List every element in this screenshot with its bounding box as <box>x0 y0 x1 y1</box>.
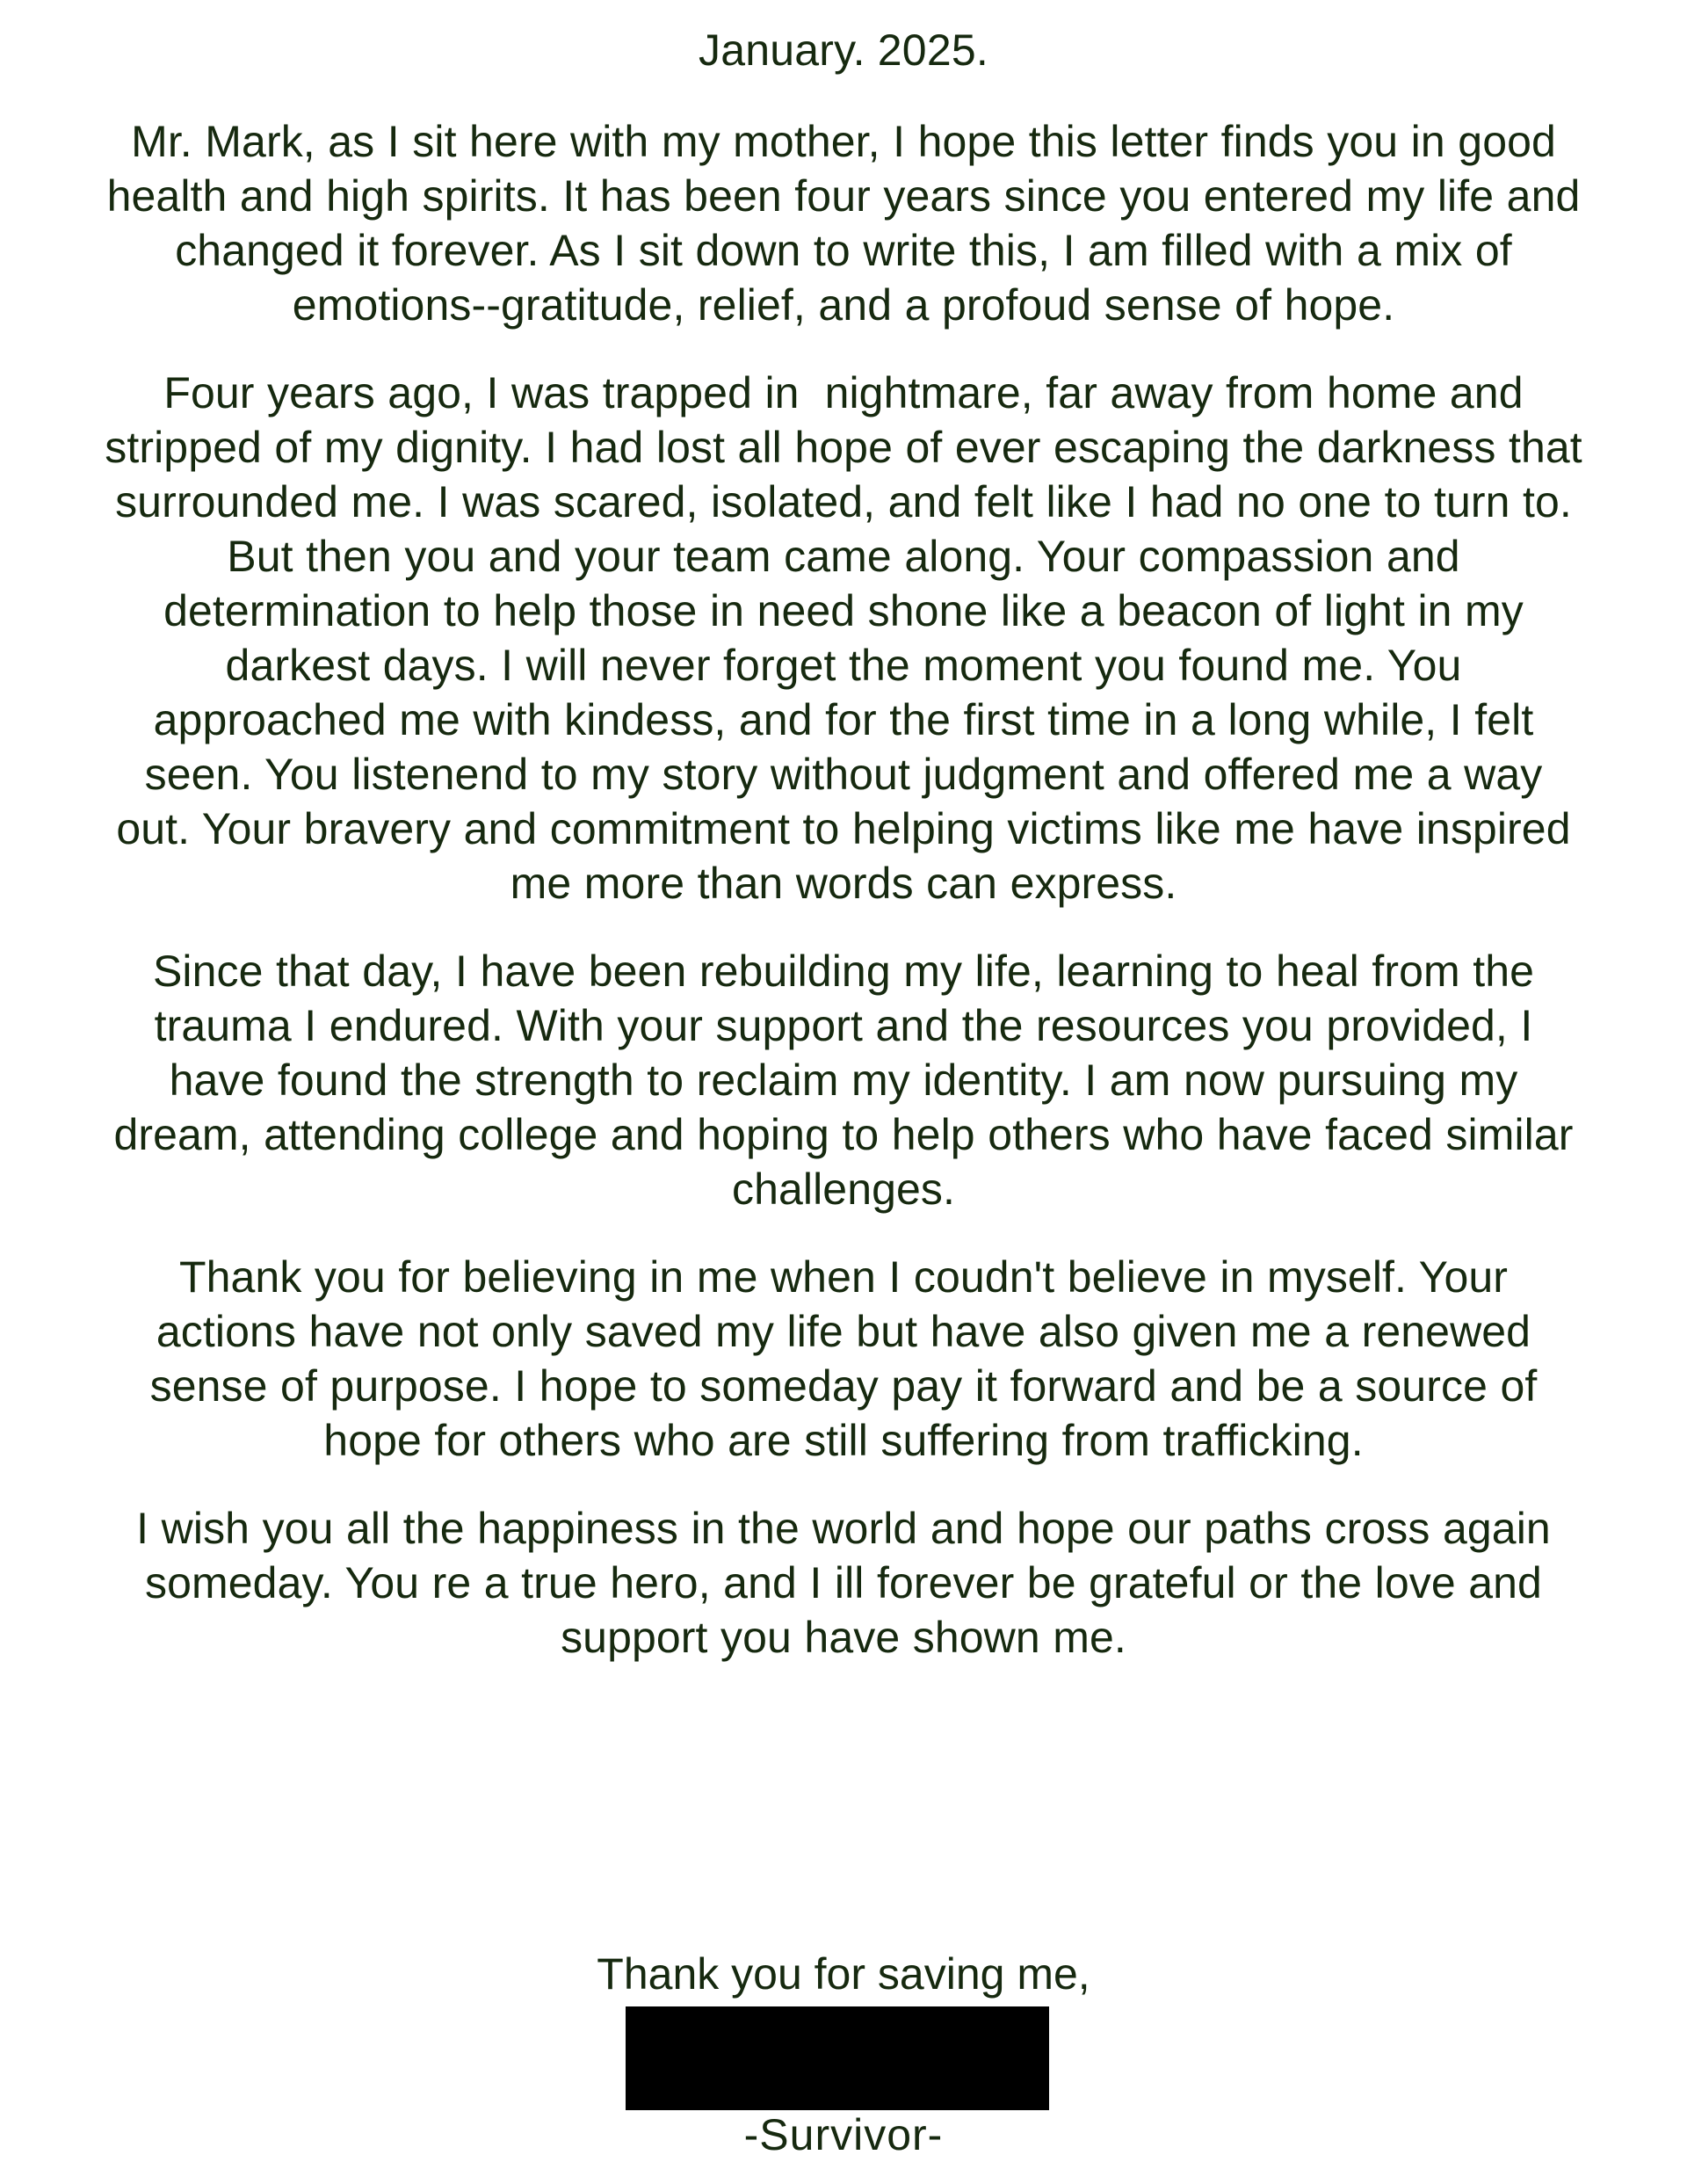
letter-paragraph-1: Mr. Mark, as I sit here with my mother, I hope this letter finds you in good health and high spirits. It has been four years since you entered my life and changed it forever. As I sit down to write this, I am filled with a mix of emotions--gratitude, relief, and a profoud sense of hope. <box>106 117 1593 330</box>
letter-paragraph-3: Since that day, I have been rebuilding my life, learning to heal from the trauma I endured. With your support and the resources you provided, I have found the strength to reclaim my identity. I am now pursuing my dream, attending college and hoping to help others who have faced similar challenges. <box>113 947 1587 1214</box>
letter-closing: Thank you for saving me, <box>597 1949 1090 1999</box>
signature-block <box>0 1947 1687 2161</box>
redacted-signature-bar <box>626 2006 1049 2110</box>
letter-paragraph-4: Thank you for believing in me when I coudn't believe in myself. Your actions have not only saved my life but have also given me a renewed sense of purpose. I hope to someday pay it forward and be a source of hope for others who are still suffering from trafficking. <box>149 1252 1550 1465</box>
letter-paragraph-2: Four years ago, I was trapped in nightmare, far away from home and stripped of my dignity. I had lost all hope of ever escaping the darkness that surrounded me. I was scared, isolated, and felt like I had no one to turn to. But then you and your team came along. Your compassion and determination to help those in need shone like a beacon of light in my darkest days. I will never forget the moment you found me. You approached me with kindess, and for the first time in a long while, I felt seen. You listenend to my story without judgment and offered me a way out. Your bravery and commitment to helping victims like me have inspired me more than words can express. <box>105 368 1596 908</box>
letter-paragraph-5: I wish you all the happiness in the world and hope our paths cross again someday. You re a true hero, and I ill forever be grateful or the love and support you have shown me. <box>136 1504 1564 1662</box>
signature-redaction-row <box>0 2001 1687 2108</box>
letter-date: January. 2025. <box>699 25 988 75</box>
signature-caption: -Survivor- <box>743 2110 944 2159</box>
